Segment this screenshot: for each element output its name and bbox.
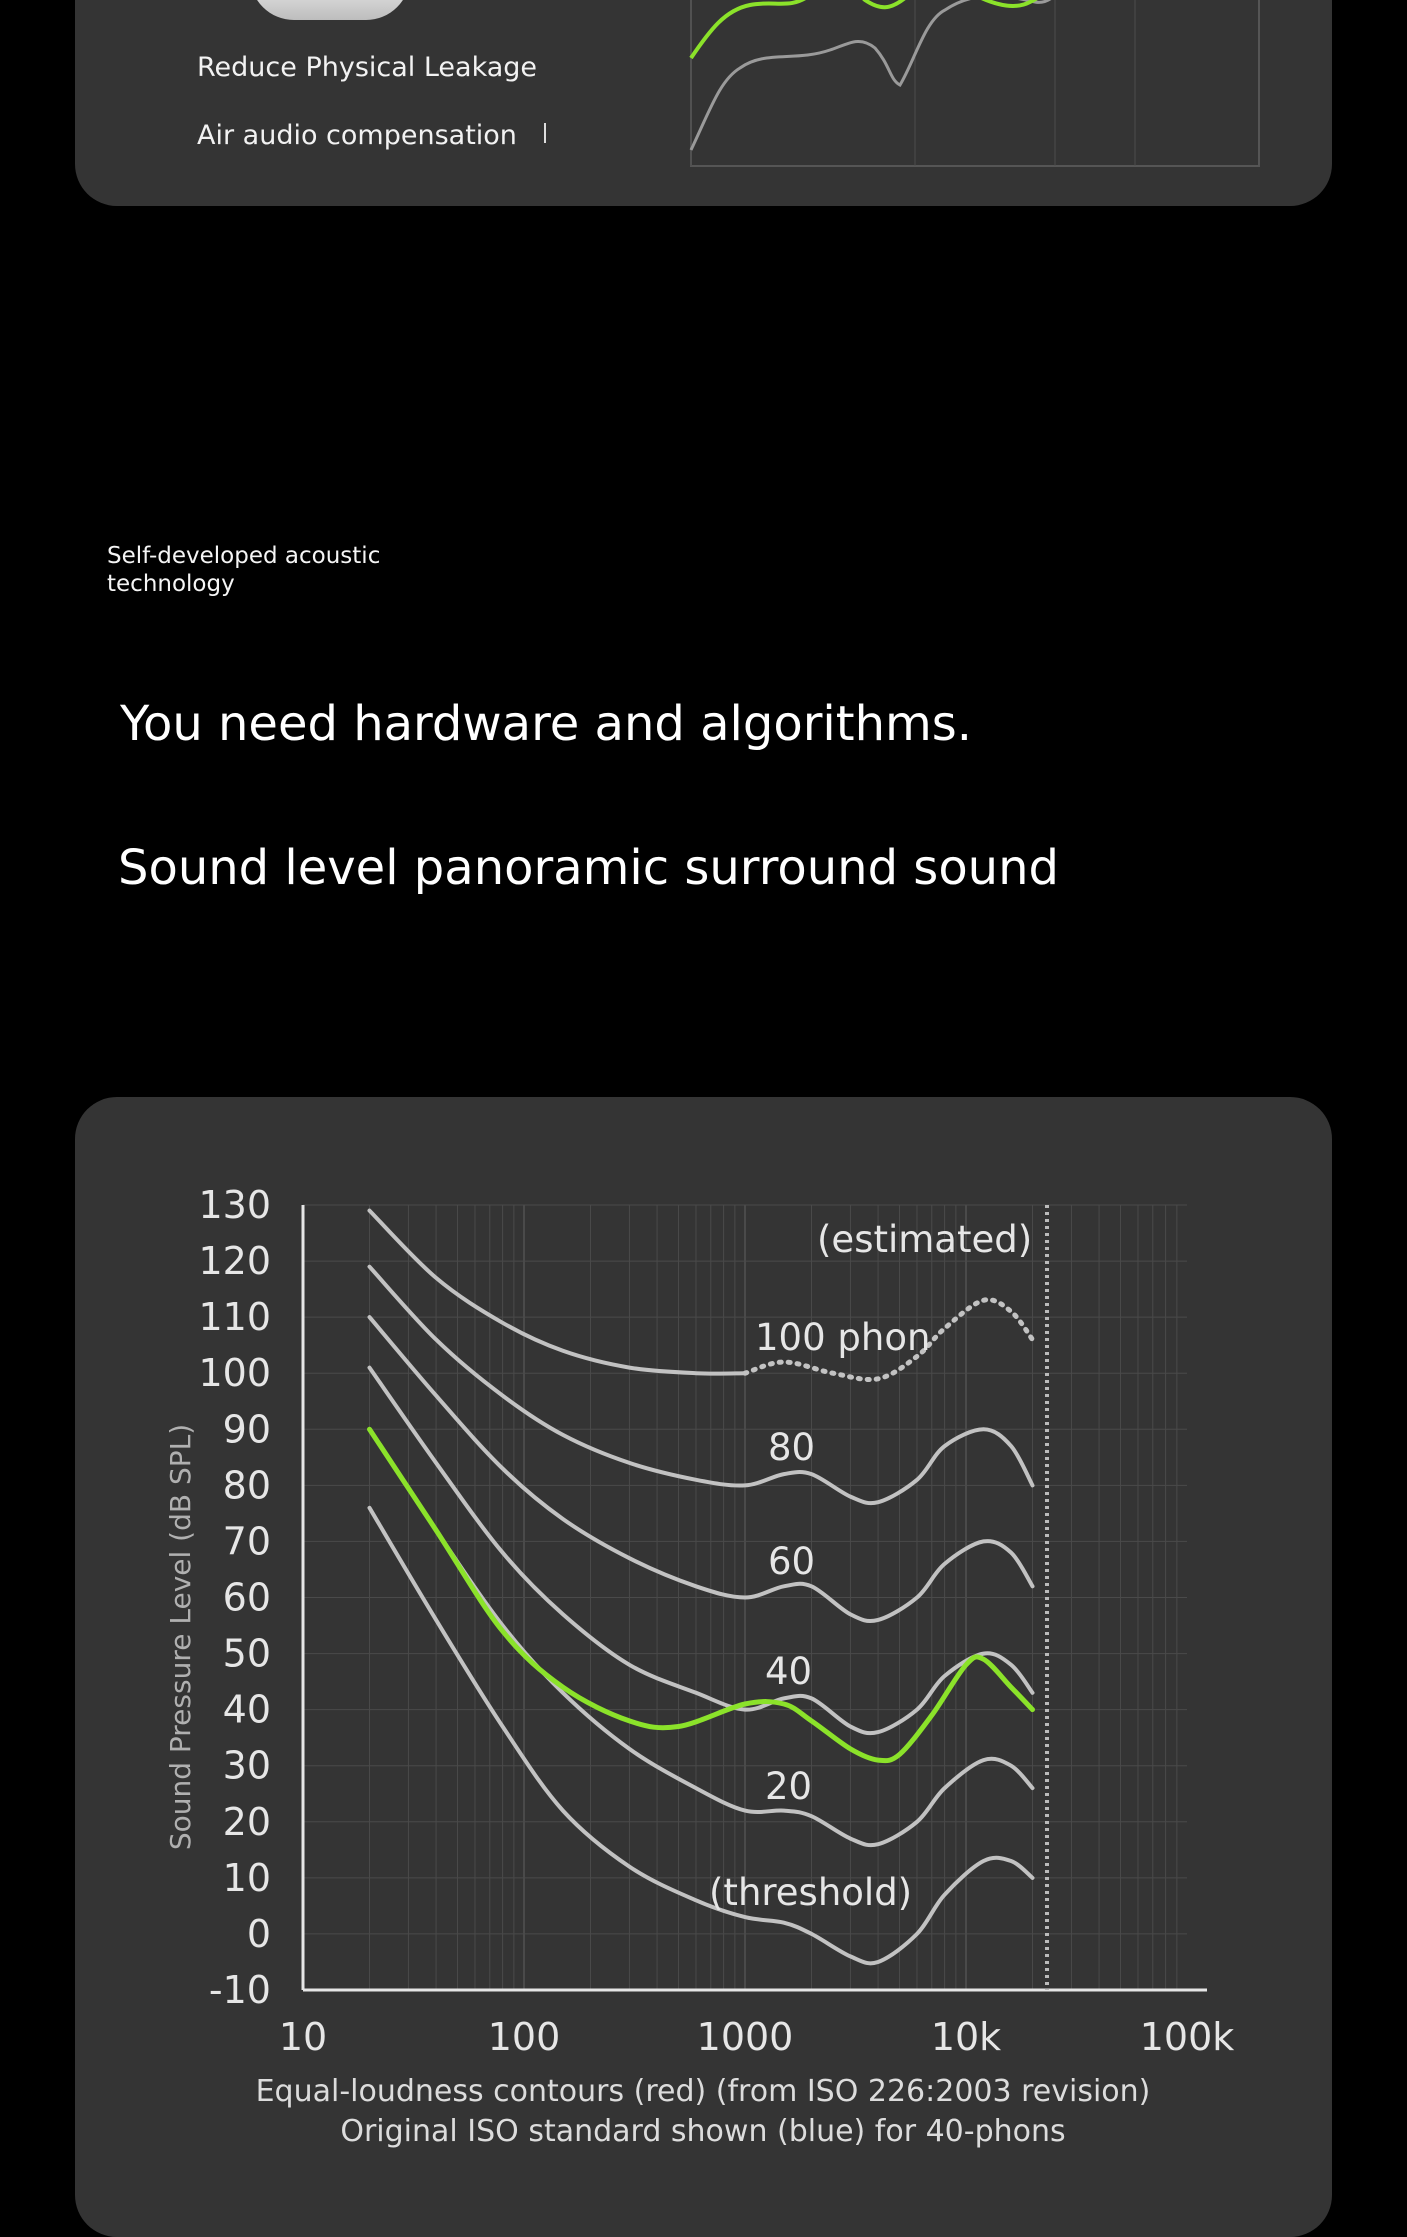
top-feature-panel (75, 0, 1332, 206)
y-tick-label: 110 (198, 1295, 271, 1340)
y-axis-label: Sound Pressure Level (dB SPL) (164, 1423, 197, 1851)
gray-response-curve (691, 0, 1075, 150)
annotation-20: 20 (765, 1765, 813, 1808)
contour-curve (370, 1211, 746, 1374)
x-tick-label: 10 (278, 2015, 328, 2059)
headline-hardware: You need hardware and algorithms. (120, 696, 973, 752)
annotation-80: 80 (768, 1426, 816, 1469)
contour-curves (370, 1211, 1033, 1964)
annotation-60: 60 (768, 1540, 816, 1583)
text-cursor (544, 123, 546, 143)
caption-line-2: Original ISO standard shown (blue) for 40-phons (340, 2114, 1066, 2149)
plot-frame (691, 0, 1259, 166)
feature-reduce-leakage: Reduce Physical Leakage (197, 52, 538, 83)
y-tick-label: 40 (222, 1687, 271, 1732)
x-tick-labels (279, 2015, 1234, 2059)
y-tick-label: 10 (222, 1855, 271, 1900)
x-tick-label: 10k (930, 2015, 1002, 2059)
y-tick-labels (198, 1183, 271, 2012)
y-tick-label: 50 (222, 1631, 271, 1676)
y-tick-label: 80 (222, 1463, 271, 1508)
caption-line-1: Equal-loudness contours (red) (from ISO 226:2003 revision) (255, 2074, 1151, 2109)
equal-loudness-chart (75, 1097, 1332, 2157)
response-plot (615, 0, 1275, 200)
x-tick-label: 100 (487, 2015, 561, 2059)
annotation-40: 40 (765, 1650, 813, 1693)
y-tick-label: 130 (198, 1183, 271, 1227)
y-tick-label: 30 (222, 1743, 271, 1788)
annotation-estimated: (estimated) (817, 1218, 1033, 1261)
contour-curve (370, 1368, 1033, 1734)
annotation-100-phon: 100 phon (755, 1316, 931, 1359)
y-tick-label: 20 (222, 1799, 271, 1844)
y-tick-label: -10 (208, 1968, 271, 2012)
x-tick-label: 100k (1139, 2015, 1235, 2059)
contour-curve (370, 1429, 1033, 1845)
headline-surround: Sound level panoramic surround sound (118, 840, 1059, 896)
y-tick-label: 100 (198, 1351, 271, 1396)
earbud-image (250, 0, 410, 20)
feature-air-audio: Air audio compensation (197, 120, 517, 151)
y-tick-label: 90 (222, 1407, 271, 1452)
green-response-curve (691, 0, 1075, 58)
annotation-threshold: (threshold) (709, 1871, 913, 1914)
chart-panel (75, 1097, 1332, 2237)
tagline: Self-developed acoustic technology (107, 543, 381, 597)
x-tick-label: 1000 (696, 2015, 794, 2059)
y-tick-label: 60 (222, 1575, 271, 1620)
y-tick-label: 70 (222, 1519, 271, 1564)
y-tick-label: 0 (246, 1911, 271, 1956)
y-tick-label: 120 (198, 1239, 271, 1284)
